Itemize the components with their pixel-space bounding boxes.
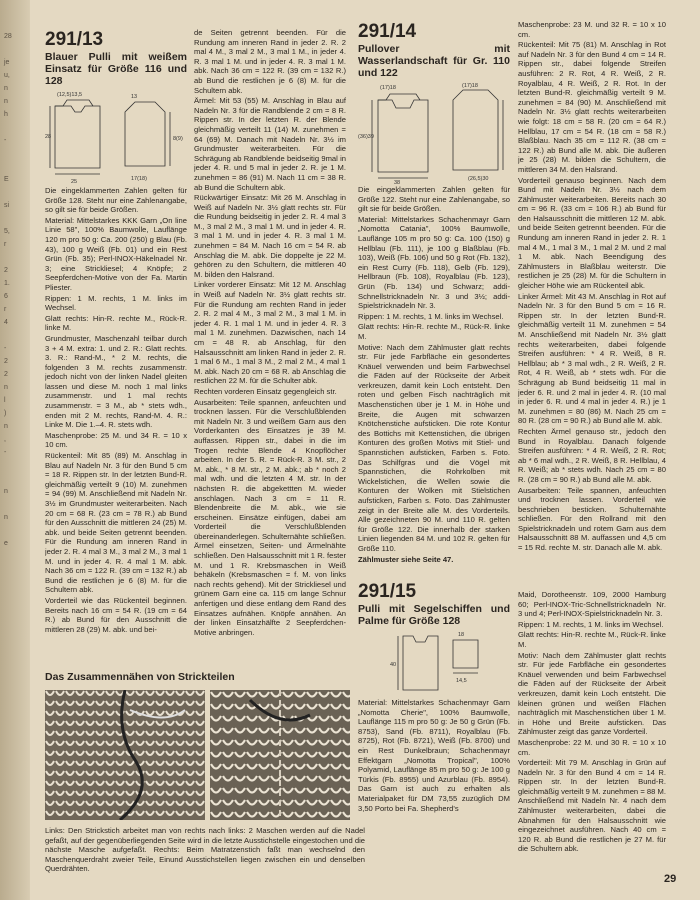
measure-label: 18 — [458, 632, 465, 638]
page-number: 29 — [664, 873, 677, 885]
measure-label: (12,5)13,5 — [57, 92, 83, 98]
paragraph: Vorderteil genauso beginnen. Nach dem Bund mit Nadeln Nr. 3½ nach dem Zählmuster weiterarbeiten. Bereits nach 30 cm = 96 R. (33 cm = 106 R.) ab Bund für den Halsausschnitt die mittleren 12 M. abk. und beide Seiten getrennt beenden. Für die Rundung am inneren Rand in jeder 2. R. 1 mal 4 M., 1 mal 3 M., 1 mal 2 M. und 2 mal 1 M. abk. Nach Beendigung des Zählmusters in Blaßblau weiterstr. Die restlichen je 25 (28) M. für die Schultern in gleicher Höhe wie am Rückenteil abk. — [518, 175, 666, 291]
paragraph: Motive: Nach dem Zählmuster glatt rechts str. Für jede Farbfläche ein gesondertes Knäuel verwenden und beim Farbwechsel die Fäden auf der Rückseite der Arbeit verkreuzen, damit kein Loch entsteht. Den roten und gelben Fisch nachträglich mit Maschenstichen über je 1 M. in Höhe und Breite, die Augen mit schwarzen Knötchenstiche aufsticken. Die rote Kontur des Bottichs mit Kettenstichen, die übrigen Konturen des großen Motivs mit Stiel- und Spannstichen aufsticken, Farben s. Foto. Das Schilfgras und die Vögel mit Spannstichen, die Rohrkolben mit Wickelstichen, die Wellen sowie die Konturen der Wolken mit Stielstichen aufsticken, Farben s. Foto. Das Zählmuster zeigt in der Breite alle M. des Vorderteils. Alle gezeichneten 90 M. und 110 R. gelten für Größe 122. Die innerhalb der starken Linien liegenden 84 M. und 102 R. gelten für Größe 110. — [358, 342, 510, 553]
column-291-13-part2 — [194, 28, 346, 668]
measure-label: (17)18 — [380, 85, 396, 91]
mattress-stitch-photo — [210, 690, 350, 820]
paragraph: Linker vorderer Einsatz: Mit 12 M. Anschlag in Weiß auf Nadeln Nr. 3½ glatt rechts str. Für die Rundung am rechten Rand in jeder 2. R. 2 mal 4 M., 3 mal 2 M., 3 mal 1 M. in jeder 4. R. 1 mal 1 M. und in jeder 4. R. 3 mal 1 M. zunehmen. Dazwischen, nach 14 cm = 48 R. ab Anschlag, für den Halsausschnitt am linken Rand in jeder 2. R. 1 mal 6 M., 1 mal 3 M., 2 mal 2 M., 4 mal 1 M. abk. Nach 20 cm = 68 R. ab Anschlag die restlichen 22 M. für die Schulter abk. — [194, 280, 346, 386]
photo-caption: Links: Den Strickstich arbeitet man von rechts nach links: 2 Maschen werden auf die Nadel gefaßt, auf der gegenüberliegenden Seite wird in die letzte Ausstichstelle eingestochen und die nächste Masche aufgefaßt. Rechts: Beim Matratzenstich faßt man wechselnd den Maschenquerdraht zweier Teile, Einund Ausstichstellen liegen zwischen ein und denselben Querdrähten. — [45, 826, 365, 874]
garment-schematic-diagram — [45, 88, 187, 186]
measure-label: (36)39 — [358, 134, 374, 140]
paragraph: Motiv: Nach dem Zählmuster glatt rechts str. Für jede Farbfläche ein gesondertes Knäuel verwenden und beim Farbwechsel die Fäden auf der Rückseite der Arbeit verkreuzen, damit kein Loch entsteht. Die kleinen grünen und weißen Flächen nachträglich mit Maschenstichen über 1 M. in Höhe und Breite aufsticken. Das Zählmuster zeigt das ganze Vorderteil. — [518, 650, 666, 737]
paragraph: Rippen: 1 M. rechts, 1 M. links im Wechsel. — [358, 311, 504, 321]
pattern-number-291-13: 291/13 — [45, 30, 104, 50]
paragraph: Ausarbeiten: Teile spannen, anfeuchten und trocknen lassen. Für die Verschlußblenden mit Nadeln Nr. 3 und weißem Garn aus den Vorderkanten des Einsatzes je 39 M. auffassen. Rippen str., dabei in die im Trogen rechte Blende 4 Knopflöcher arbeiten. In der 5. R. = Rück-R. 3 M. str., 2 M. abk., * 8 M. str., 2 M. abk.; ab * noch 2 mal wdh. und die letzten 4 M. str. In der nächsten R. die abgekettten M. wieder anschlagen. Nach 3 cm = 11 R. Blendenbreite die M. abk., wie sie erscheinen. Einsätze einfügen, dabei am Vorderteil die Verschlußblenden übereinanderlegen. Schulternähte schließen. Ärmel einsetzen, Seiten- und Ärmelnähte schließen. Den Halsausschnitt mit 1 R. fester M. und 1 R. Krebsmaschen in Weiß behäkeln (Krebsmaschen = f. M. von links nach rechts gehend). Mit der Strickliesel und grünem Garn eine ca. 115 cm lange Schnur anfertigen und diese entlang dem Rand des Einsatzes aufnähen. Knöpfe annähen. An der linken Einsatzhälfte 2 Seepferdchen-Motive anbringen. — [194, 397, 346, 637]
paragraph: Ärmel: Mit 53 (55) M. Anschlag in Blau auf Nadeln Nr. 3 für die Randblende 2 cm = 8 R. Rippen str. In der letzten R. der Blende gleichmäßig verteilt 11 (14) M. zunehmen = 64 (69) M. Danach mit Nadeln Nr. 3½ im Grundmuster weiterarbeiten. Für die Schrägung ab Randblende beidseitig 9mal in jeder 4. R. und 5 mal in jeder 2. R. je 1 M. zunehmen = 86 (91) M. Nach 11 cm = 38 R. ab Bund die Schultern abk. — [194, 96, 346, 192]
garment-schematic-diagram — [358, 80, 510, 185]
paragraph: Maid, Dorotheenstr. 109, 2000 Hamburg 60; Perl-INOX-Tric-Schnellstricknadeln Nr. 3 und 4; Perl-INOX-Spielstricknadeln Nr. 3. — [518, 590, 666, 619]
stockinette-seam-photo — [45, 690, 205, 820]
paragraph: Vorderteil wie das Rückenteil beginnen. Bereits nach 16 cm = 54 R. (19 cm = 64 R.) ab Bund für den Ausschnitt die mittleren 28 (29) M. abk. und bei- — [45, 595, 187, 634]
paragraph: Material: Mittelstarkes Schachenmayr Garn „Nomotta Cherie", 100% Baumwolle, Lauflänge 115 m pro 50 g: Je 50 g Grün (Fb. 8753), Sand (Fb. 8711), Royalblau (Fb. 8725), Rot (Fb. 8721), Weiß (Fb. 8700) und ein Rest Dunkelbraun; Schachenmayr Effektgarn „Nomotta Tropical", 100% Polyamid, Lauflänge 85 m pro 50 g: Je 100 g Türkis (Fb. 8955) und Azurblau (Fb. 8954). Das Garn ist auch zu erhalten als Materialpaket für DM 73,55 zuzüglich DM 3,50 Porto bei Fa. Shepherd's — [358, 698, 510, 813]
paragraph: Linker Ärmel: Mit 43 M. Anschlag in Rot auf Nadeln Nr. 3 für den Bund 5 cm = 16 R. Rippen str. In der letzten Bund-R. gleichmäßig verteilt 11 M. zunehmen = 54 M. Anschließend mit Nadeln Nr. 3½ glatt rechts weiterarbeiten, dabei folgende Streifen ausführen: * 4 R. Weiß, 8 R. Hellblau; ab * 3 mal wdh., 2 R. Weiß, 2 R. Rot, 4 R. Weiß, ab * stets wdh. Für die Schrägung ab Bund beidseitig 11 mal in jeder 6. R. und 2 mal in jeder 4. R. (10 mal in jeder 6. R. und 4 mal in jeder 4. R.) je 1 M. zunehmen = 80 (86) M. Nach 25 cm = 80 R. (28 cm = 90 R.) ab Bund alle M. abk. — [518, 291, 666, 426]
schematic-291-14 — [358, 80, 510, 185]
paragraph: Rippen: 1 M. rechts, 1 M. links im Wechsel. — [45, 293, 187, 313]
paragraph: Glatt rechts: Hin-R. rechte M., Rück-R. linke M. — [358, 322, 510, 341]
pattern-title-291-14: Pullover mit Wasserlandschaft für Gr. 110 und 122 — [358, 43, 510, 79]
paragraph: de Seiten getrennt beenden. Für die Rundung am inneren Rand in jeder 2. R. 2 mal 4 M., 3 mal 2 M., 3 mal 1 M., in jeder 4. R. 3 mal 1 M. und in jeder 4. R. 3 mal 1 M. abk. Nach 36 cm = 122 R. (39 cm = 132 R.) ab Bund die restlichen je 6 (8) M. für die Schultern abk. — [194, 28, 346, 95]
paragraph: Die eingeklammerten Zahlen gelten für Größe 128. Steht nur eine Zahlenangabe, so gilt sie für beide Größen. — [45, 186, 187, 215]
paragraph: Rückenteil: Mit 75 (81) M. Anschlag in Rot auf Nadeln Nr. 3 für den Bund 4 cm = 14 R. Rippen str., dabei folgende Streifen ausführen: 2 R. Rot, 4 R. Weiß, 2 R. Royalblau, 4 R. Weiß, 2 R. Rot. In der letzten Bund-R. gleichmäßig verteilt 9 M. zunehmen = 84 (90) M. Anschließend mit Nadeln Nr. 3½ glatt rechts weiterarbeiten wie folgt: 18 cm = 58 R. (20 cm = 64 R.) Hellblau, 17 cm = 54 R. (18 cm = 58 R.) Blaßblau. Nach 35 cm = 112 R. (38 cm = 122 R.) ab Bund alle M. abk. Die äußeren je 25 (28) M. bilden die Schultern, die mittleren 34 M. den Halsrand. — [518, 40, 666, 174]
pattern-title-291-15: Pulli mit Segelschiffen und Palme für Größe 128 — [358, 603, 510, 627]
measure-label: 40 — [390, 662, 397, 668]
pattern-title-291-13: Blauer Pulli mit weißem Einsatz für Größe 116 und 128 — [45, 51, 187, 87]
measure-label: (17)18 — [462, 83, 478, 89]
schematic-291-13 — [45, 88, 187, 186]
paragraph: Glatt rechts: Hin-R. rechte M., Rück-R. linke M. — [45, 313, 187, 333]
column-291-15 — [358, 582, 510, 887]
paragraph: Maschenprobe: 25 M. und 34 R. = 10 x 10 cm. — [45, 430, 187, 450]
measure-label: 8(9) — [173, 136, 183, 142]
paragraph: Rückwärtiger Einsatz: Mit 26 M. Anschlag in Weiß auf Nadeln Nr. 3½ glatt rechts str. Für die Rundung beidseitig in jeder 2. R. 4 mal 3 M., 3 mal 2 M., 3 mal 1 M. und in jeder 4. R. 3 mal 1 M. und in jeder 4. R. 3 mal 1 M. zunehmen = 84 M. Nach 16 cm = 54 R. ab Anschlag die M. abk. Die doppelte je 22 M. gehören zu den Schultern, die mittleren 40 M. bilden den Halsrand. — [194, 193, 346, 279]
paragraph: Die eingeklammerten Zahlen gelten für Größe 122. Steht nur eine Zahlenangabe, so gilt sie für beide Größen. — [358, 185, 510, 214]
paragraph: Glatt rechts: Hin-R. rechte M., Rück-R. linke M. — [518, 630, 666, 649]
section-title: Das Zusammennähen von Strickteilen — [45, 671, 235, 683]
column-291-13-part1 — [45, 30, 187, 645]
measure-label: (26,5)30 — [468, 176, 489, 182]
paragraph: Rückenteil: Mit 85 (89) M. Anschlag in Blau auf Nadeln Nr. 3 für den Bund 5 cm = 18 R. Rippen str. In der letzten Bund-R. gleichmäßig verteilt 9 (10) M. zunehmen = 94 (99) M. Anschließend mit Nadeln Nr. 3½ im Grundmuster weiterarbeiten. Nach 20 cm = 68 R. (23 cm = 78 R.) ab Bund für den Ausschnitt die mittleren 24 (25) M. abk. und beide Seiten getrennt beenden. Für die Rundung am inneren Rand in jeder 2. R. 4 mal 3 M., 3 mal 2 M., 3 mal 1 M. und in jeder 4. R. 4 mal 1 M. abk. Nach 36 cm = 122 R. (39 cm = 132 R.) ab Bund die restlichen je 6 (8) M. für die Schultern abk. — [45, 451, 187, 595]
measure-label: 14,5 — [456, 678, 467, 684]
garment-schematic-diagram — [358, 628, 510, 698]
measure-label: 17(18) — [131, 176, 147, 182]
chart-reference: Zählmuster siehe Seite 47. — [358, 554, 454, 564]
column-291-14 — [358, 22, 510, 577]
paragraph: Rechten vorderen Einsatz gegengleich str. — [194, 386, 337, 396]
paragraph: Vorderteil: Mit 79 M. Anschlag in Grün auf Nadeln Nr. 3 für den Bund 4 cm = 14 R. Rippen str. In der letzten Bund-R. gleichmäßig verteilt 9 M. zunehmen = 88 M. Anschließend mit Nadeln Nr. 4 nach dem Zählmuster weiterarbeiten, dabei die Abnahmen für den Halsausschnitt wie eingezeichnet ausführen. Nach 40 cm = 120 R. ab Bund die restlichen je 27 M. für die Schultern abk. — [518, 758, 666, 854]
paragraph: Grundmuster, Maschenzahl teilbar durch 3 + 4 M. extra: 1. und 2. R.: Glatt rechts. 3. R.: Rand-M., * 2 M. rechts, die folgenden 3 M. rechts zusammenstr. jedoch nicht von der linken Nadel gleiten lassen und diese M. noch 1 mal links zusammenstr. und 1 mal rechts zusammenstr. = 3 M., ab * stets wdh., enden mit 2 M. rechts, Rand-M. 4. R.: Linke M. Die 1.–4. R. stets wdh. — [45, 333, 187, 430]
measure-label: 28 — [45, 134, 52, 140]
column-291-14-continued — [518, 20, 666, 560]
measure-label: 38 — [394, 180, 401, 185]
column-291-15-continued — [518, 590, 666, 875]
paragraph: Maschenprobe: 22 M. und 30 R. = 10 x 10 cm. — [518, 737, 666, 757]
knit-stitch-photo-left — [45, 690, 205, 820]
adjacent-page-edge-text: 28 je u, n n h - E si 5, r 2 1. 6 r 4 - 2 2 n l ) n , - n n e — [4, 33, 12, 547]
knit-stitch-photo-right — [210, 690, 350, 820]
pattern-number-291-14: 291/14 — [358, 22, 417, 42]
paragraph: Maschenprobe: 23 M. und 32 R. = 10 x 10 cm. — [518, 20, 666, 39]
measure-label: 13 — [131, 94, 138, 100]
paragraph: Material: Mittelstarkes KKK Garn „On line Linie 58", 100% Baumwolle, Lauflänge 120 m pro 50 g: Ca. 200 (250) g Blau (Fb. 43), 100 g Weiß (Fb. 01) und ein Rest Grün (Fb. 35); Perl-INOX-Häkelnadel Nr. 3; eine Strickliesel; 4 Knöpfe; 2 Seepferdchen-Motive von der Fa. Martin Pliester. — [45, 215, 187, 292]
measure-label: 25 — [71, 179, 78, 185]
paragraph: Ausarbeiten: Teile spannen, anfeuchten und trocknen lassen. Vorderteil wie beschrieben besticken. Schulternähte schließen. Für den Rollrand mit den Spielstricknadeln und rotem Garn aus dem Halsausschnitt 88 M. auffassen und 4,5 cm = 15 Rd. rechte M. str. Danach alle M. abk. — [518, 485, 666, 553]
paragraph: Material: Mittelstarkes Schachenmayr Garn „Nomotta Catania", 100% Baumwolle, Lauflänge 105 m pro 50 g: Ca. 100 (150) g Hellblau (Fb. 111), je 100 g Blaßblau (Fb. 103), Weiß (Fb. 106) und 50 g Rot (Fb. 132), ein Rest Curry (Fb. 118), Gelb (Fb. 129), Hellbraun (Fb. 108), Royalblau (Fb. 123), Grün (Fb. 134) und Schwarz; addi-Schnellstricknadeln Nr. 3 und 3½; addi-Spielstricknadeln Nr. 3. — [358, 214, 510, 311]
paragraph: Rippen: 1 M. rechts, 1 M. links im Wechsel. — [518, 619, 664, 629]
paragraph: Rechten Ärmel genauso str., jedoch den Bund in Royalblau. Danach folgende Streifen ausführen: * 4 R. Weiß, 2 R. Rot; ab * 6 mal wdh., 2 R. Weiß, 8 R. Hellblau, 4 R. Weiß; ab * stets wdh. Nach 25 cm = 80 R. (28 cm = 90 R.) ab Bund alle M. abk. — [518, 426, 666, 484]
schematic-291-15 — [358, 628, 510, 698]
pattern-number-291-15: 291/15 — [358, 582, 417, 602]
